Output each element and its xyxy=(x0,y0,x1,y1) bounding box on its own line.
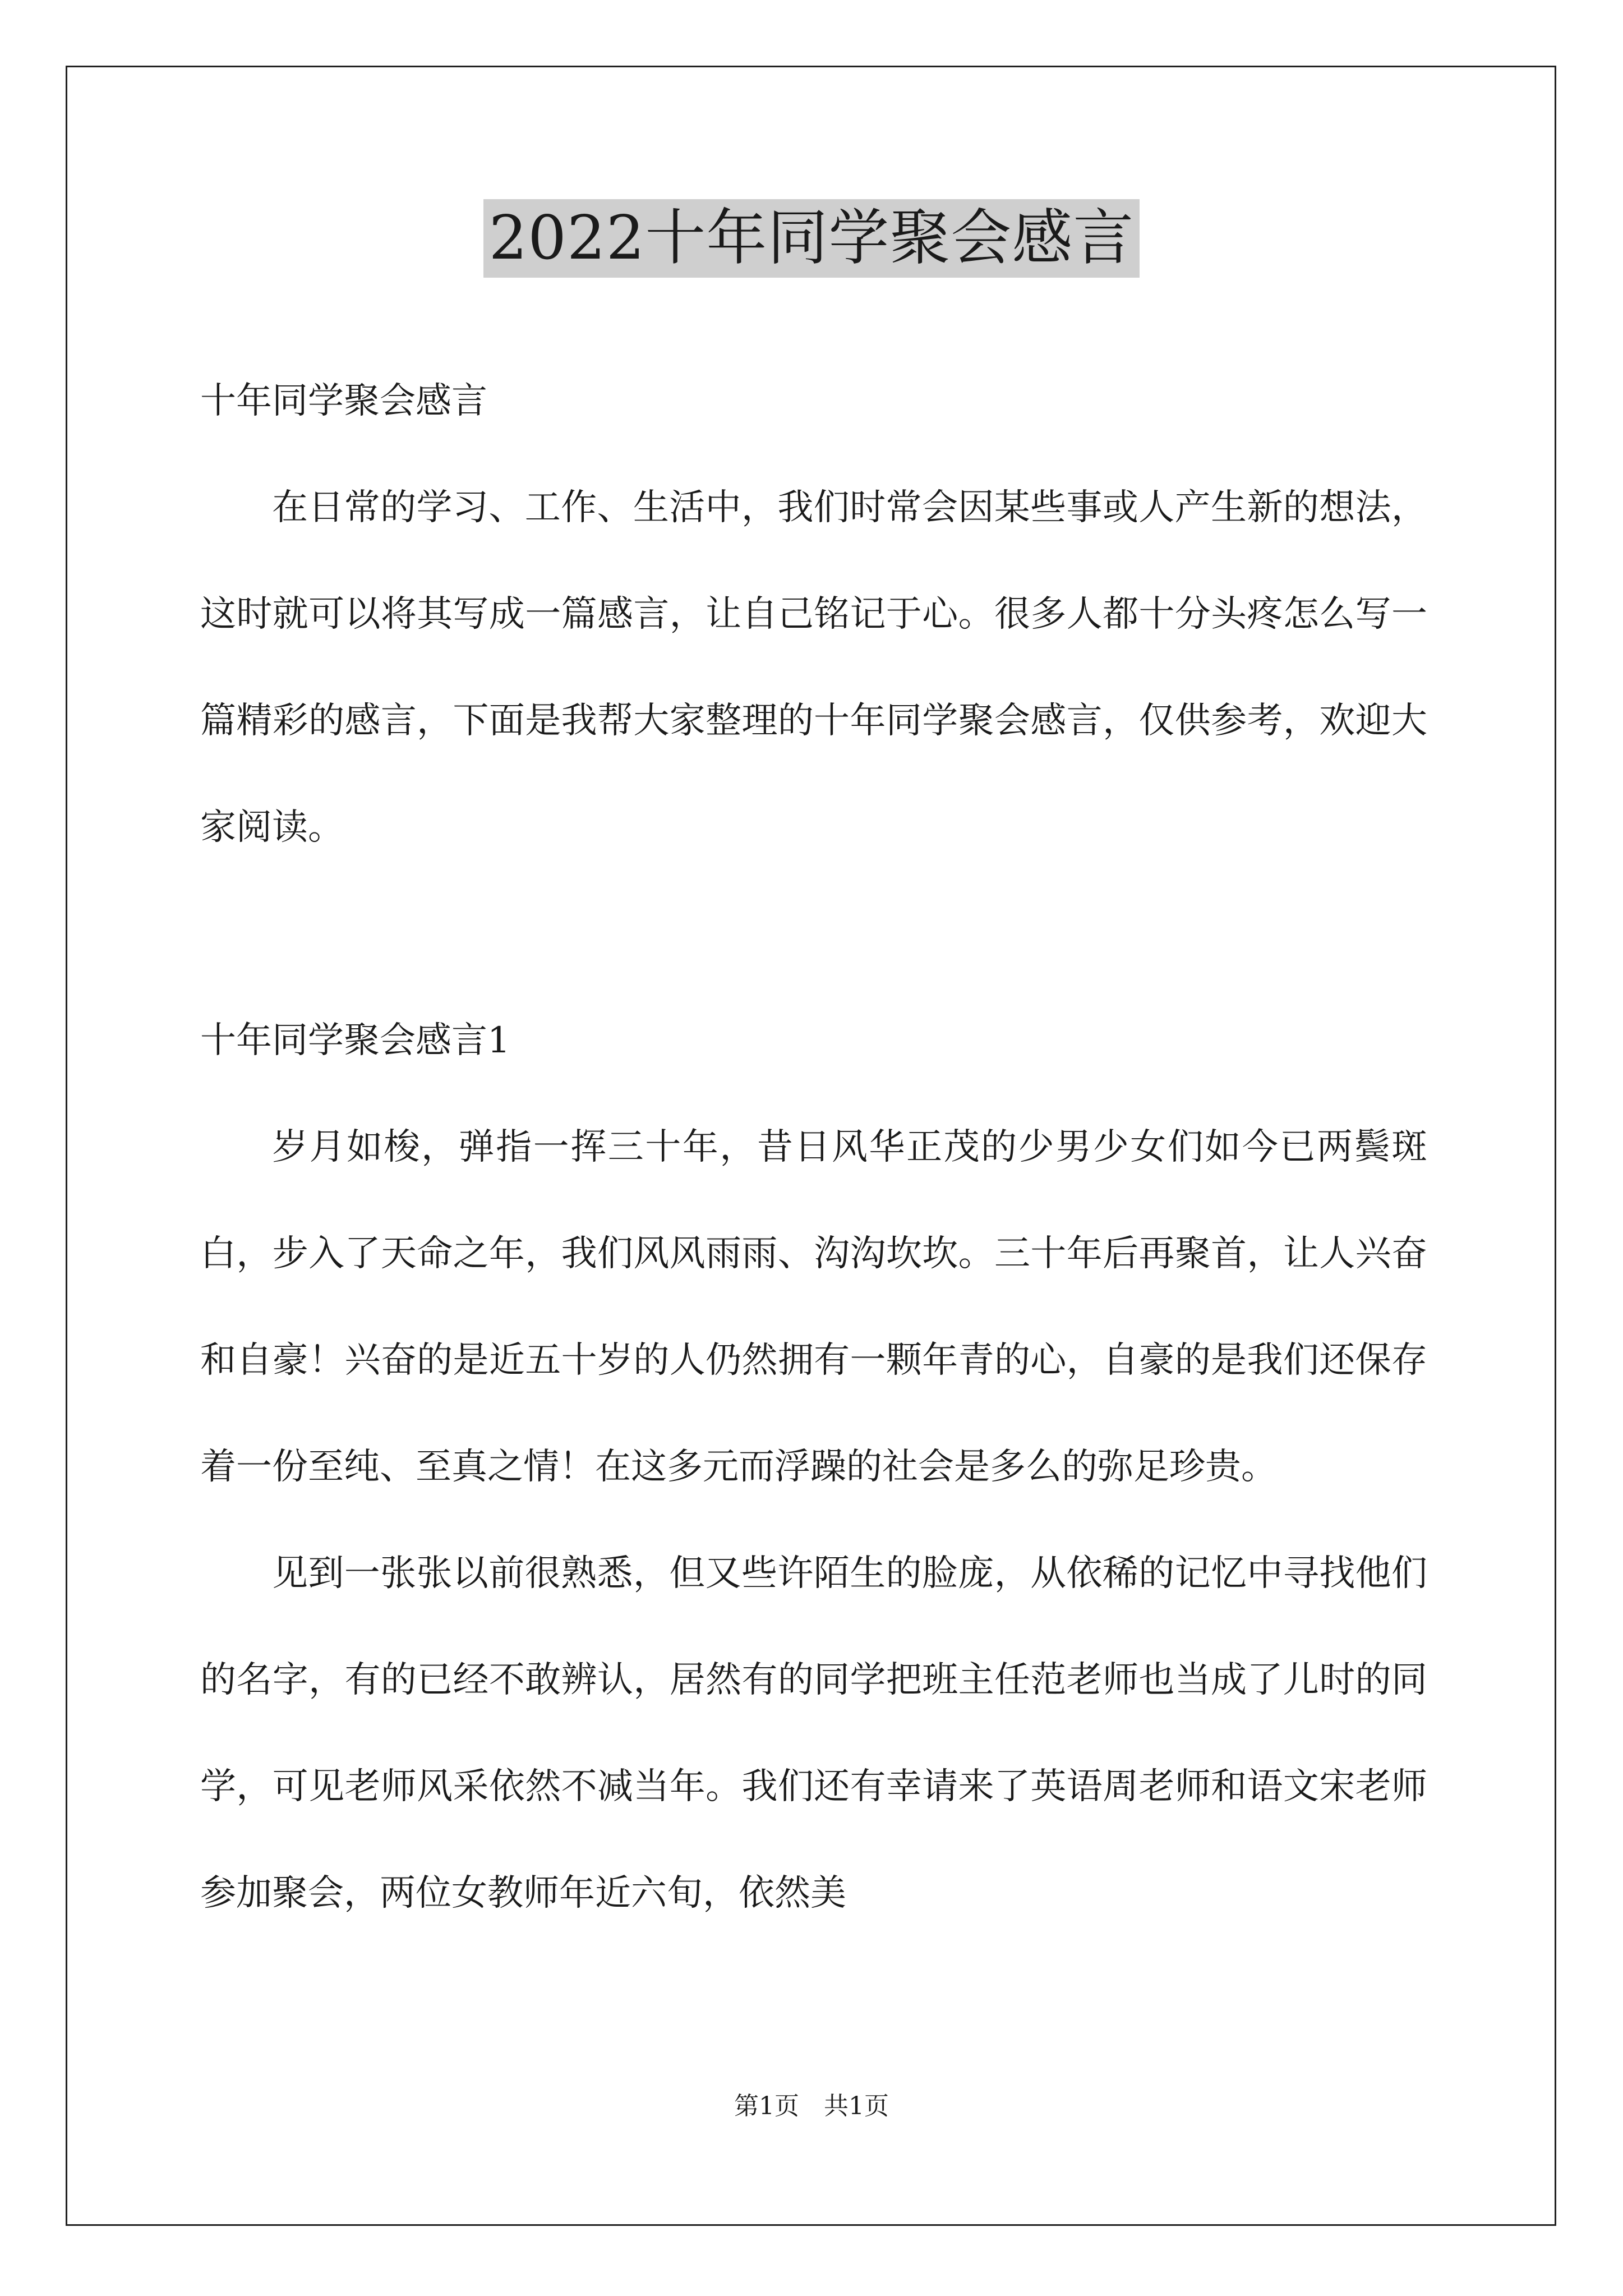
document-title: 2022十年同学聚会感言 xyxy=(483,199,1140,278)
intro-paragraph: 在日常的学习、工作、生活中，我们时常会因某些事或人产生新的想法，这时就可以将其写成一篇感言，让自己铭记于心。很多人都十分头疼怎么写一篇精彩的感言，下面是我帮大家整理的十年同学聚会感言，仅供参考，欢迎大家阅读。 xyxy=(200,487,1427,848)
subheading-1: 十年同学聚会感言1 xyxy=(200,1020,510,1061)
page-number: 第1页 共1页 xyxy=(734,2092,889,2120)
document-body xyxy=(200,348,1427,1947)
paragraph-1: 岁月如梭，弹指一挥三十年，昔日风华正茂的少男少女们如今已两鬓斑白，步入了天命之年，我们风风雨雨、沟沟坎坎。三十年后再聚首，让人兴奋和自豪！兴奋的是近五十岁的人仍然拥有一颗年青的心，自豪的是我们还保存着一份至纯、至真之情！在这多元而浮躁的社会是多么的弥足珍贵。 xyxy=(200,1126,1427,1488)
section-heading: 十年同学聚会感言 xyxy=(200,380,487,422)
title-container xyxy=(0,199,1623,278)
paragraph-2: 见到一张张以前很熟悉，但又些许陌生的脸庞，从依稀的记忆中寻找他们的名字，有的已经不敢辨认，居然有的同学把班主任范老师也当成了儿时的同学，可见老师风采依然不减当年。我们还有幸请来了英语周老师和语文宋老师参加聚会，两位女教师年近六旬，依然美 xyxy=(200,1553,1427,1914)
blank-line xyxy=(200,881,1427,987)
page-footer xyxy=(0,2090,1623,2123)
